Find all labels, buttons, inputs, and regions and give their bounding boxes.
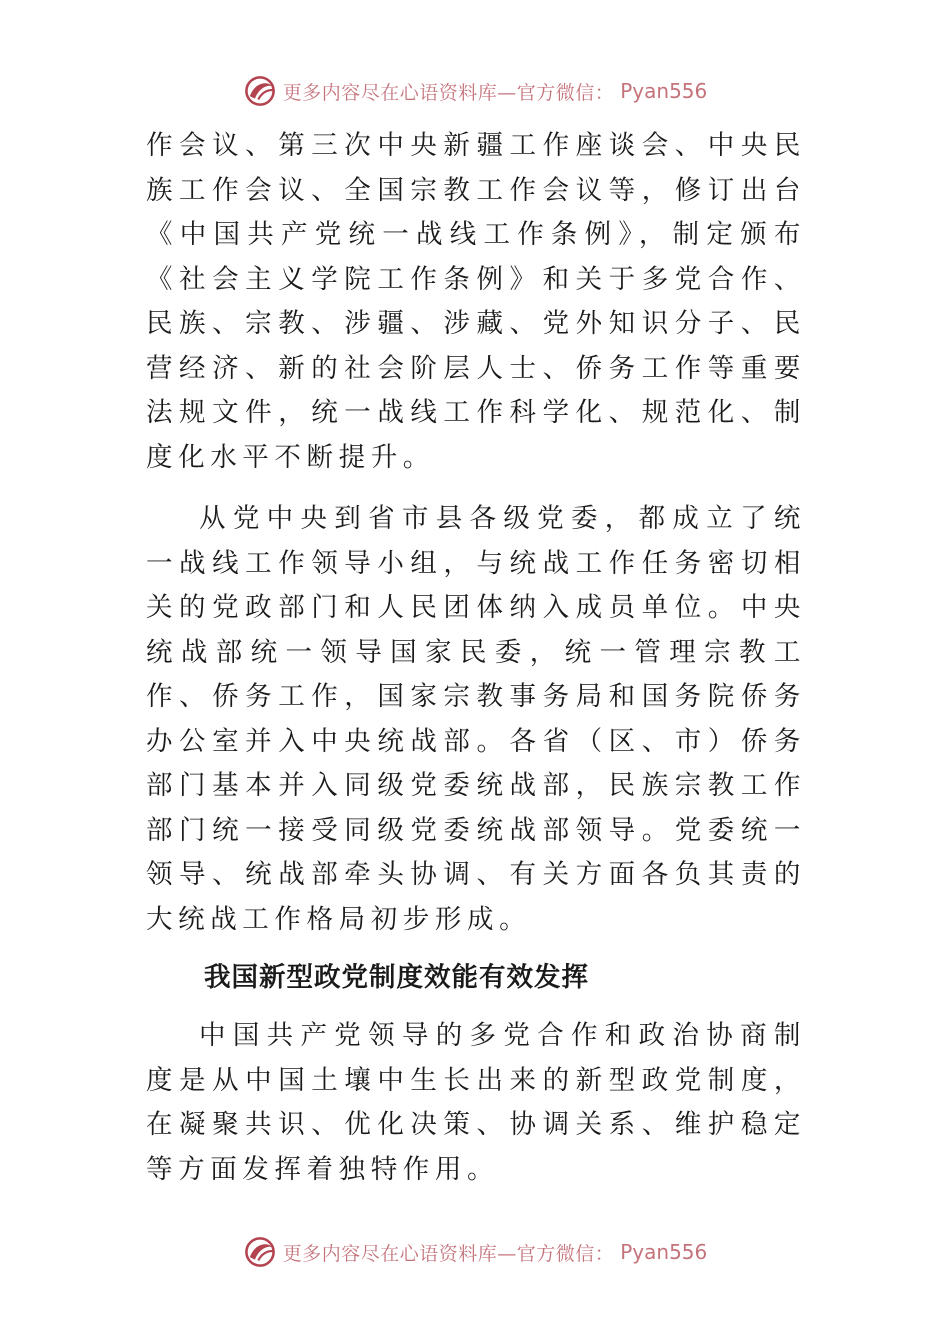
- paragraph-1: 作会议、第三次中央新疆工作座谈会、中央民族工作会议、全国宗教工作会议等，修订出台《中国共产党统一战线工作条例》，制定颁布《社会主义学院工作条例》和关于多党合作、民族、宗教、涉疆、涉藏、党外知识分子、民营经济、新的社会阶层人士、侨务工作等重要法规文件，统一战线工作科学化、规范化、制度化水平不断提升。: [146, 130, 806, 473]
- watermark-text: 更多内容尽在心语资料库—官方微信：: [282, 1242, 615, 1265]
- paragraph-2: 从党中央到省市县各级党委，都成立了统一战线工作领导小组，与统战工作任务密切相关的党政部门和人民团体纳入成员单位。中央统战部统一领导国家民委，统一管理宗教工作、侨务工作，国家宗教事务局和国务院侨务办公室并入中央统战部。各省（区、市）侨务部门基本并入同级党委统战部，民族宗教工作部门统一接受同级党委统战部领导。党委统一领导、统战部牵头协调、有关方面各负其责的大统战工作格局初步形成。: [146, 503, 806, 935]
- header-watermark: [0, 74, 950, 108]
- paragraph-3: 中国共产党领导的多党合作和政治协商制度是从中国土壤中生长出来的新型政党制度，在凝聚共识、优化决策、协调关系、维护稳定等方面发挥着独特作用。: [146, 1020, 806, 1185]
- section-heading: 我国新型政党制度效能有效发挥: [204, 962, 589, 993]
- watermark-logo-icon: [243, 74, 277, 108]
- footer-watermark: [0, 1235, 950, 1269]
- watermark-text: 更多内容尽在心语资料库—官方微信：: [282, 81, 615, 104]
- watermark-account: Pyan556: [620, 1240, 708, 1264]
- watermark-logo-icon: [243, 1235, 277, 1269]
- document-body: [146, 124, 806, 1192]
- watermark-account: Pyan556: [620, 79, 708, 103]
